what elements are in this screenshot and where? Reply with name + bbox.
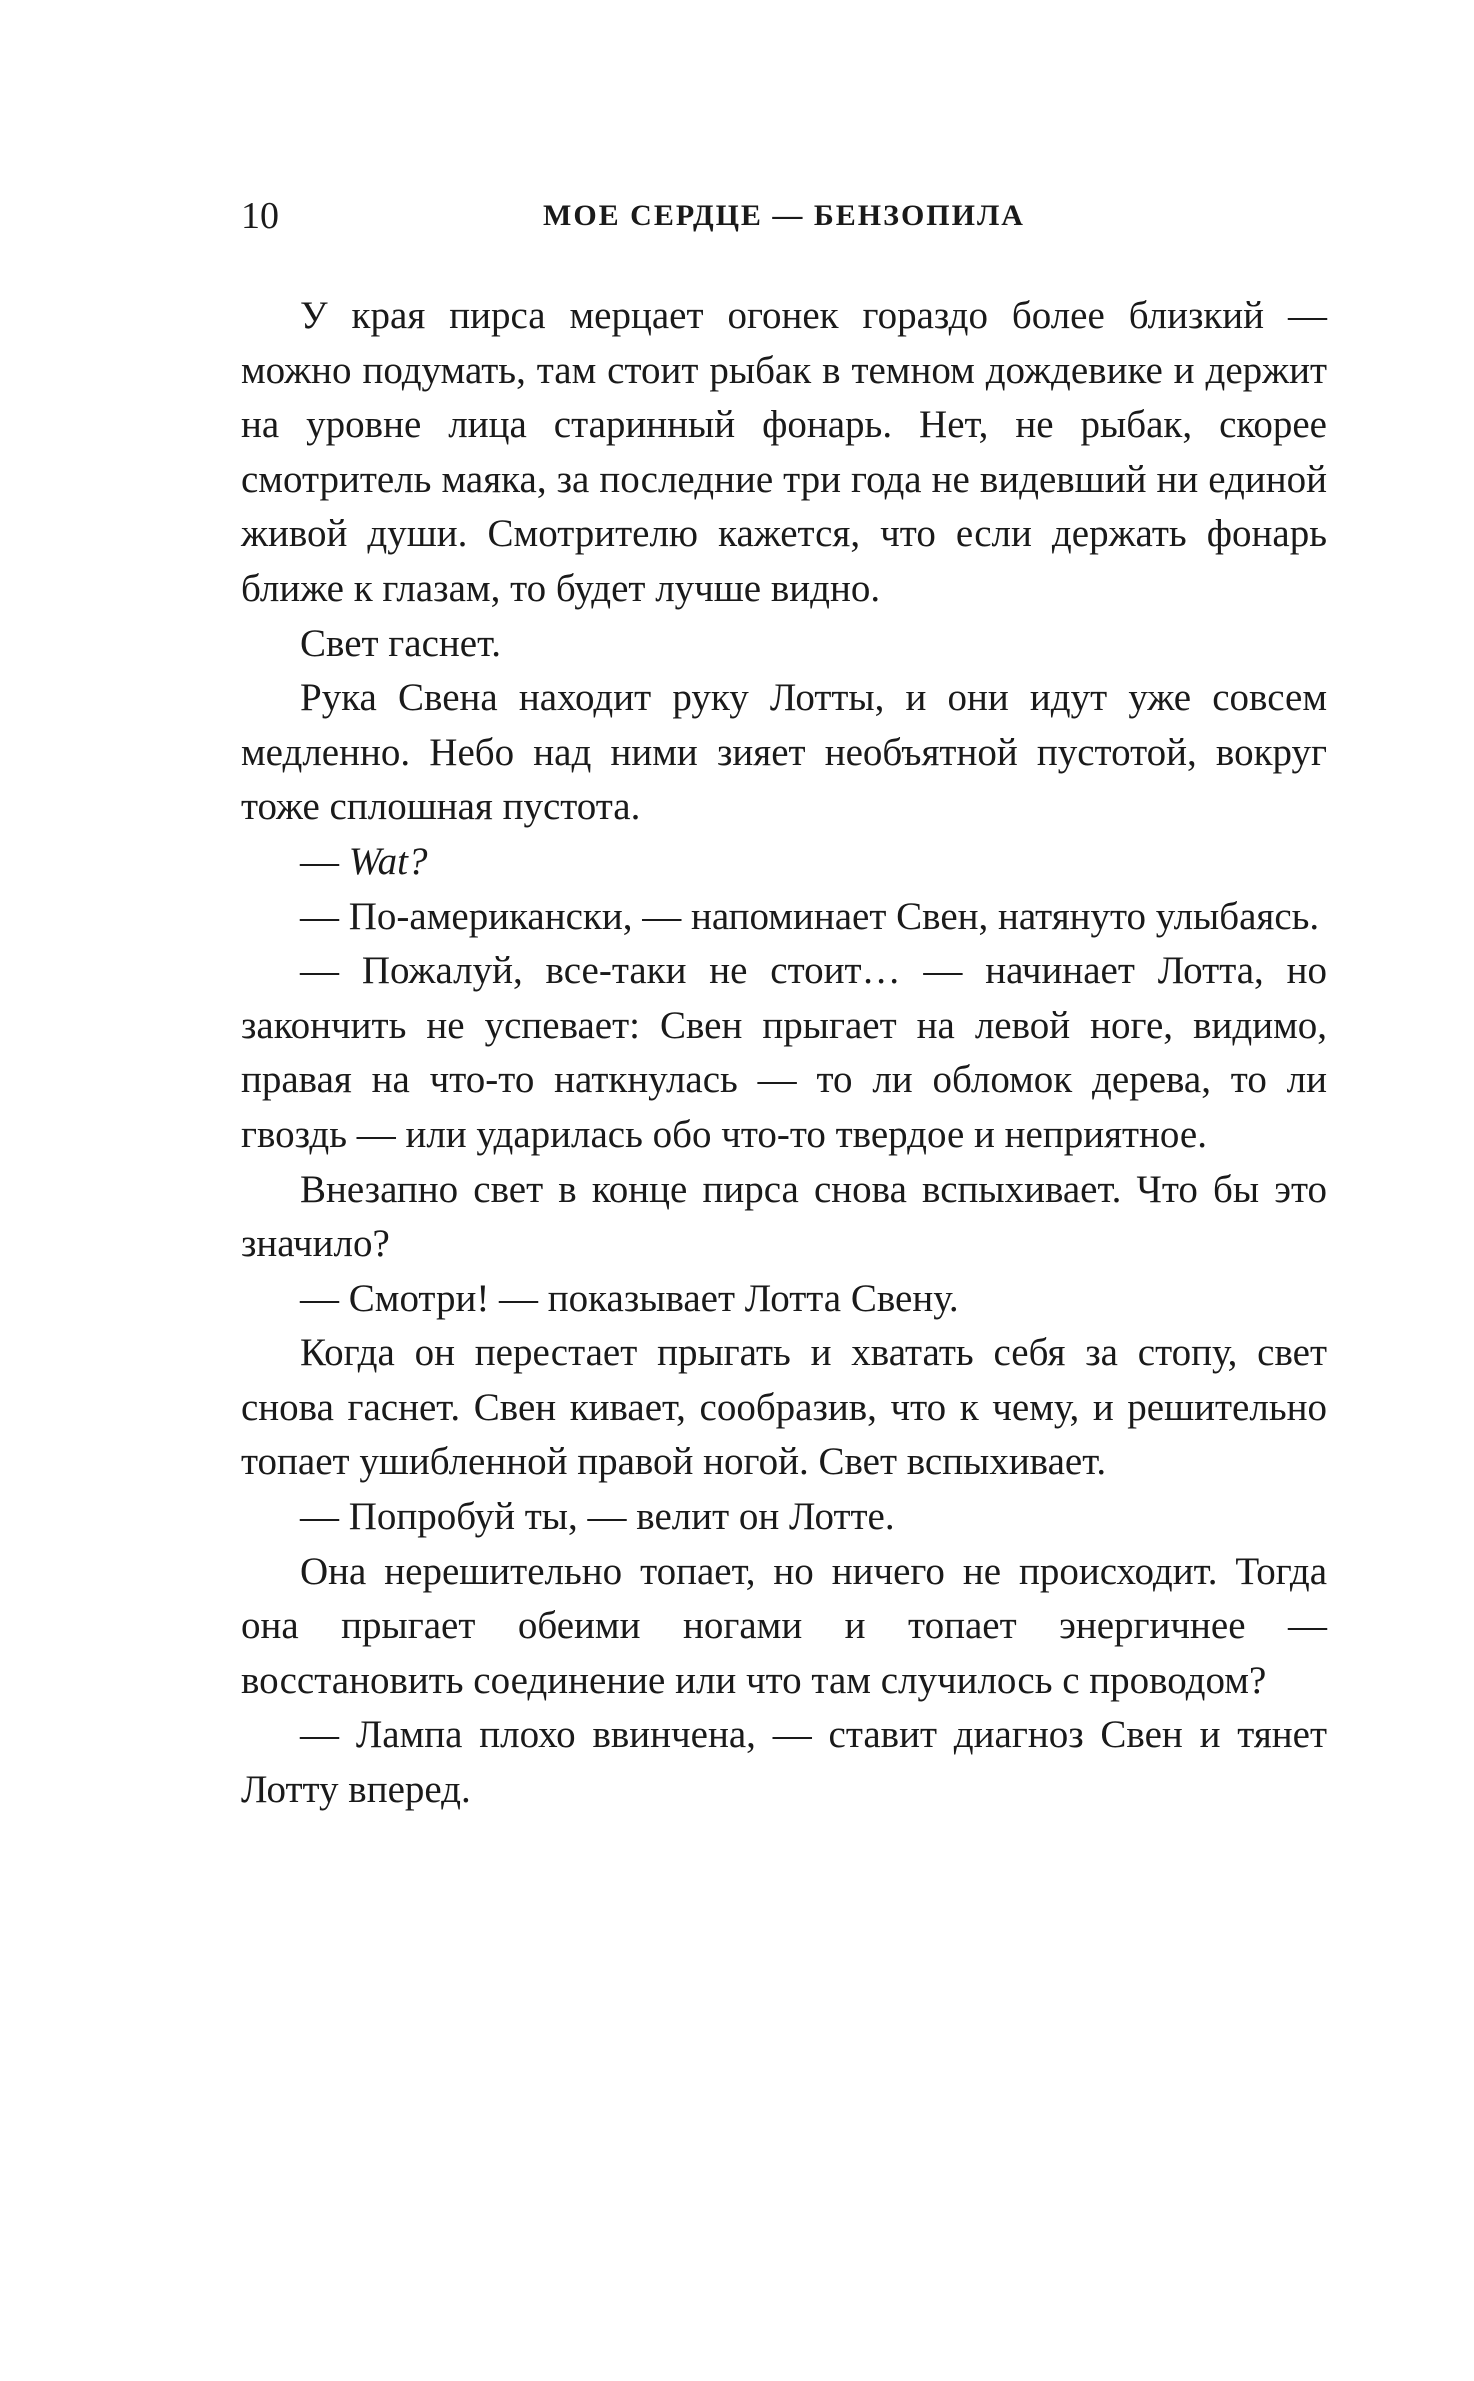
paragraph: — Лампа плохо ввинчена, — ставит диагноз Свен и тянет Лотту вперед. bbox=[241, 1713, 1327, 1812]
paragraph: Когда он перестает прыгать и хватать себя за стопу, свет снова гаснет. Свен кивает, сообразив, что к чему, и решительно топает ушибленной правой ногой. Свет вспыхивает. bbox=[241, 1331, 1327, 1484]
paragraph: Она нерешительно топает, но ничего не происходит. Тогда она прыгает обеими ногами и топает энергичнее — восстановить соединение или что там случилось с проводом? bbox=[241, 1549, 1327, 1702]
running-head bbox=[241, 186, 1327, 246]
paragraph: — По-американски, — напоминает Свен, натянуто улыбаясь. bbox=[300, 894, 1320, 938]
paragraph: — Попробуй ты, — велит он Лотте. bbox=[300, 1495, 895, 1539]
paragraph: — Пожалуй, все-таки не стоит… — начинает Лотта, но закончить не успевает: Свен прыгает на левой ноге, видимо, правая на что-то наткнулась — то ли обломок дерева, то ли гвоздь — или ударилась обо что-то твердое и неприятное. bbox=[241, 949, 1327, 1156]
italic-word: Wat? bbox=[348, 839, 428, 883]
paragraph-dialogue-wat bbox=[241, 835, 1327, 890]
book-title: МОЕ СЕРДЦЕ — БЕНЗОПИЛА bbox=[543, 199, 1025, 232]
paragraph: Рука Свена находит руку Лотты, и они идут уже совсем медленно. Небо над ними зияет необъятной пустотой, вокруг тоже сплошная пустота. bbox=[241, 676, 1327, 829]
body-text bbox=[241, 289, 1327, 1818]
paragraph: У края пирса мерцает огонек гораздо более близкий — можно подумать, там стоит рыбак в темном дождевике и держит на уровне лица старинный фонарь. Нет, не рыбак, скорее смотритель маяка, за последние три года не видевший ни единой живой души. Смотрителю кажется, что если держать фонарь ближе к глазам, то будет лучше видно. bbox=[241, 294, 1327, 610]
page-number: 10 bbox=[241, 195, 279, 237]
paragraph: Свет гаснет. bbox=[300, 621, 501, 665]
paragraph: Внезапно свет в конце пирса снова вспыхивает. Что бы это значило? bbox=[241, 1167, 1327, 1266]
paragraph: — Смотри! — показывает Лотта Свену. bbox=[300, 1276, 959, 1320]
dialogue-dash: — bbox=[300, 839, 349, 883]
